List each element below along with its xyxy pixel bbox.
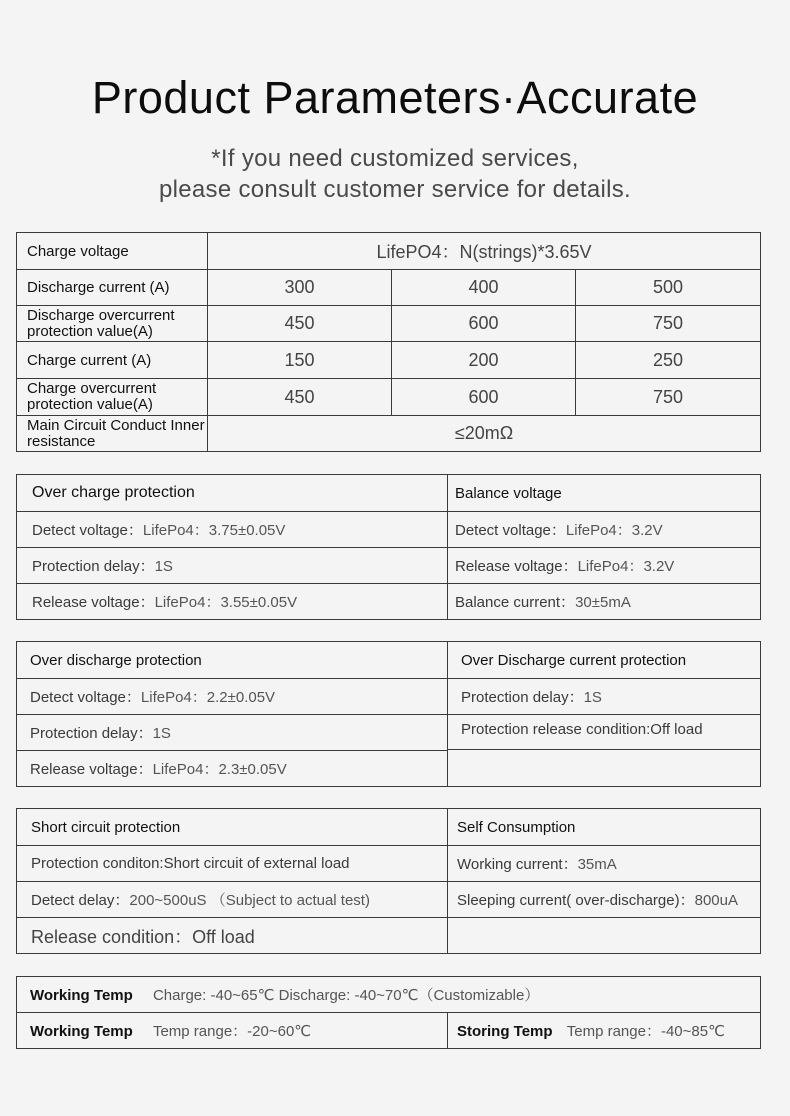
table-row xyxy=(17,548,761,584)
cell: 200 xyxy=(392,342,576,379)
working-temp-label: Working Temp xyxy=(30,987,133,1004)
charge-voltage-label: Charge voltage xyxy=(17,233,208,270)
cell: Sleeping current( over-discharge)：800uA xyxy=(448,882,761,918)
table-row xyxy=(17,416,761,452)
row-label: Charge overcurrent protection value(A) xyxy=(17,379,208,416)
cell: Release voltage：LifePo4：2.3±0.05V xyxy=(17,751,448,787)
over-discharge-title: Over discharge protection xyxy=(17,642,448,679)
table-row xyxy=(17,918,761,954)
cell: Protection delay：1S xyxy=(448,679,761,715)
subtitle-line-2: please consult customer service for details. xyxy=(158,176,632,203)
table-row xyxy=(17,679,761,715)
cell: Detect voltage：LifePo4：3.2V xyxy=(448,512,761,548)
cell xyxy=(448,1013,761,1049)
over-discharge-current-title: Over Discharge current protection xyxy=(448,642,761,679)
row-divider xyxy=(447,749,760,750)
table-row xyxy=(17,270,761,306)
over-charge-title: Over charge protection xyxy=(17,475,448,512)
table-row xyxy=(17,977,761,1013)
charge-voltage-value: LifePO4：N(strings)*3.65V xyxy=(208,233,761,270)
cell: 750 xyxy=(576,306,761,342)
working-temp-label: Working Temp xyxy=(30,1023,133,1040)
table-row xyxy=(17,846,761,882)
cell xyxy=(448,918,761,954)
row-label: Discharge current (A) xyxy=(17,270,208,306)
table-row xyxy=(17,882,761,918)
cell: 600 xyxy=(392,379,576,416)
cell: Release voltage：LifePo4：3.2V xyxy=(448,548,761,584)
charge-balance-table xyxy=(16,474,761,620)
cell: 300 xyxy=(208,270,392,306)
parameters-table xyxy=(16,232,761,452)
balance-voltage-title: Balance voltage xyxy=(448,475,761,512)
cell xyxy=(17,1013,448,1049)
table-row xyxy=(17,809,761,846)
cell: Protection release condition:Off load xyxy=(448,715,761,787)
cell: 150 xyxy=(208,342,392,379)
short-circuit-table xyxy=(16,808,761,954)
subtitle xyxy=(0,143,790,205)
cell xyxy=(17,977,761,1013)
cell: 450 xyxy=(208,379,392,416)
table-row xyxy=(17,379,761,416)
cell: Detect voltage：LifePo4：2.2±0.05V xyxy=(17,679,448,715)
cell: 750 xyxy=(576,379,761,416)
table-row xyxy=(17,642,761,679)
cell: Detect delay：200~500uS （Subject to actual test) xyxy=(17,882,448,918)
cell: 250 xyxy=(576,342,761,379)
page-title: Product Parameters·Accurate xyxy=(91,72,699,123)
resistance-value: ≤20mΩ xyxy=(208,416,761,452)
cell: Protection delay：1S xyxy=(17,548,448,584)
row-label: Discharge overcurrent protection value(A) xyxy=(17,306,208,342)
storing-temp-range: Temp range：-40~85℃ xyxy=(566,1023,725,1040)
table-row xyxy=(17,512,761,548)
cell: Working current：35mA xyxy=(448,846,761,882)
table-row xyxy=(17,715,761,751)
table-row xyxy=(17,584,761,620)
table-row xyxy=(17,342,761,379)
temperature-table xyxy=(16,976,761,1049)
table-row xyxy=(17,306,761,342)
cell: 450 xyxy=(208,306,392,342)
short-circuit-title: Short circuit protection xyxy=(17,809,448,846)
subtitle-line-1: *If you need customized services, xyxy=(211,145,579,172)
cell: Protection delay：1S xyxy=(17,715,448,751)
cell: 500 xyxy=(576,270,761,306)
cell: Protection conditon:Short circuit of external load xyxy=(17,846,448,882)
cell: 600 xyxy=(392,306,576,342)
cell: Release condition：Off load xyxy=(17,918,448,954)
cell: Balance current：30±5mA xyxy=(448,584,761,620)
discharge-table xyxy=(16,641,761,787)
row-label: Charge current (A) xyxy=(17,342,208,379)
working-temp-value: Charge: -40~65℃ Discharge: -40~70℃（Customizable） xyxy=(152,987,540,1004)
cell: 400 xyxy=(392,270,576,306)
table-row xyxy=(17,233,761,270)
working-temp-range: Temp range：-20~60℃ xyxy=(152,1023,312,1040)
table-row xyxy=(17,475,761,512)
table-row xyxy=(17,1013,761,1049)
self-consumption-title: Self Consumption xyxy=(448,809,761,846)
resistance-label: Main Circuit Conduct Inner resistance xyxy=(17,416,208,452)
storing-temp-label: Storing Temp xyxy=(457,1023,553,1040)
cell: Release voltage：LifePo4：3.55±0.05V xyxy=(17,584,448,620)
cell: Detect voltage：LifePo4：3.75±0.05V xyxy=(17,512,448,548)
